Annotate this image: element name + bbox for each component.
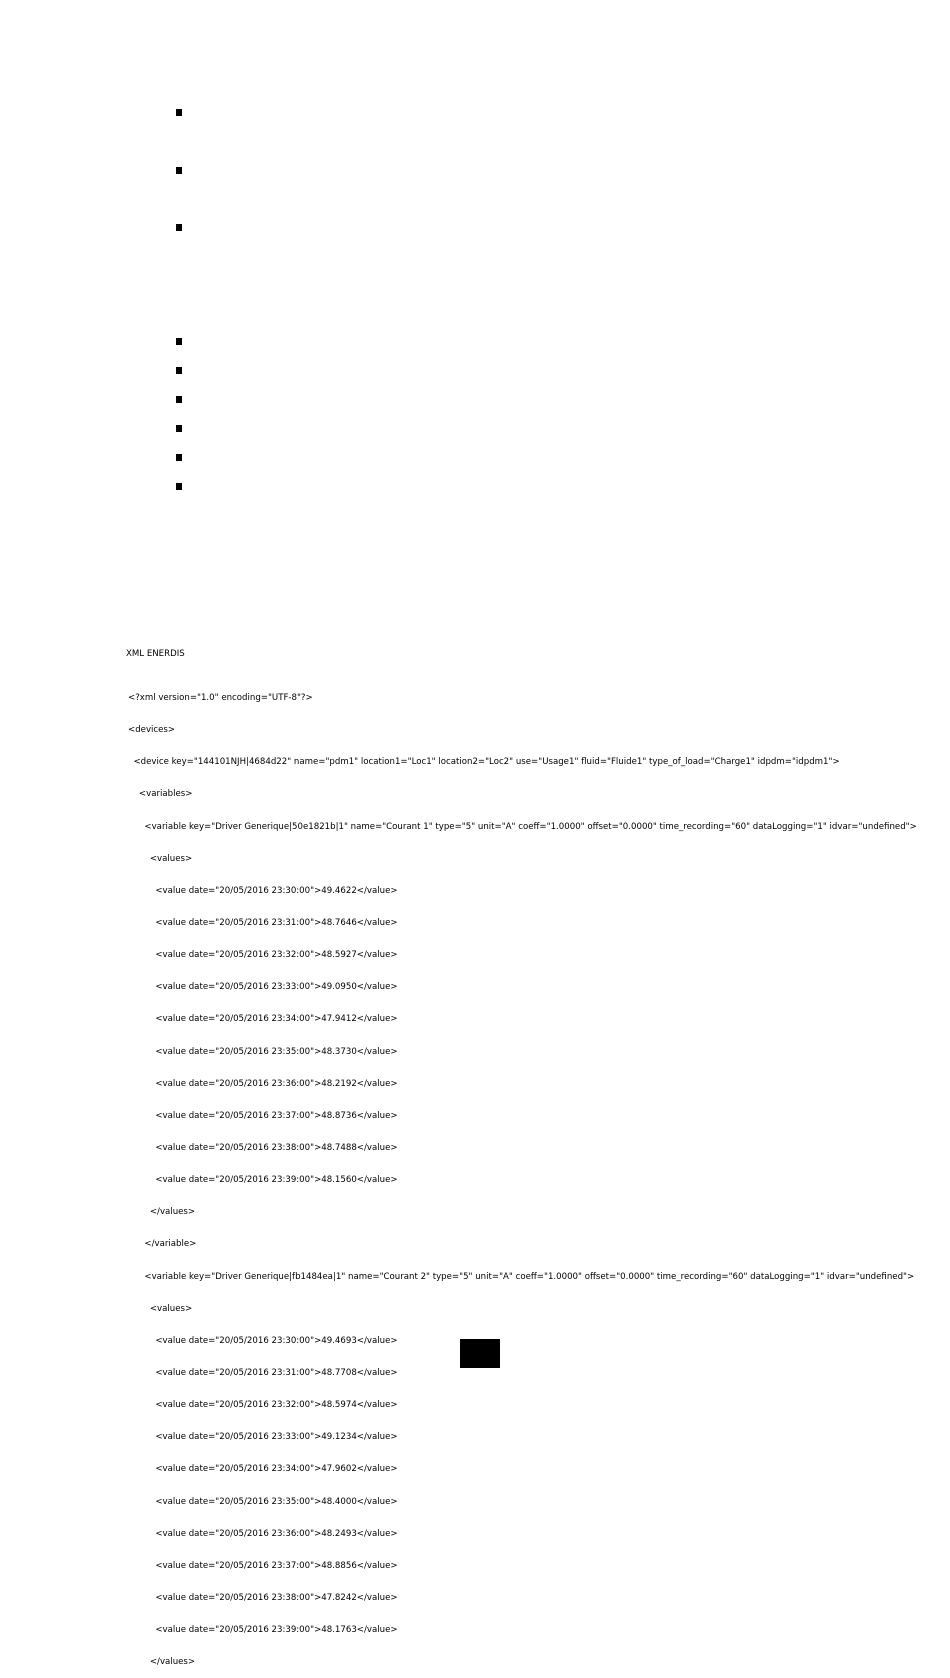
code-line: <value date="20/05/2016 23:30:00">49.4693</value> xyxy=(128,1335,398,1346)
code-line: <value date="20/05/2016 23:35:00">48.3730</value> xyxy=(128,1046,398,1057)
code-line: <device key="144101NJH|4684d22" name="pdm1" location1="Loc1" location2="Loc2" use="Usage1" fluid="Fluide1" type_of_load="Charge1" idpdm="idpdm1"> xyxy=(128,757,840,768)
code-line: <value date="20/05/2016 23:32:00">48.5927</value> xyxy=(128,950,398,961)
code-line: <value date="20/05/2016 23:31:00">48.7646</value> xyxy=(128,917,398,928)
code-line: <value date="20/05/2016 23:36:00">48.2192</value> xyxy=(128,1078,398,1089)
code-line: <value date="20/05/2016 23:38:00">47.8242</value> xyxy=(128,1592,398,1603)
code-line: <values> xyxy=(128,853,193,864)
code-line: <value date="20/05/2016 23:34:00">47.9412</value> xyxy=(128,1014,398,1025)
code-line: <value date="20/05/2016 23:33:00">49.0950</value> xyxy=(128,982,398,993)
code-line: <value date="20/05/2016 23:37:00">48.8856</value> xyxy=(128,1560,398,1571)
code-line: <value date="20/05/2016 23:35:00">48.4000</value> xyxy=(128,1496,398,1507)
code-line: </variable> xyxy=(128,1239,197,1250)
xml-code-block xyxy=(128,672,917,1678)
code-line: <value date="20/05/2016 23:31:00">48.7708</value> xyxy=(128,1367,398,1378)
code-line: <value date="20/05/2016 23:34:00">47.9602</value> xyxy=(128,1464,398,1475)
xml-section-title: XML ENERDIS xyxy=(126,649,185,659)
bullet-marker xyxy=(176,454,182,461)
code-line: <value date="20/05/2016 23:33:00">49.1234</value> xyxy=(128,1432,398,1443)
code-line: <value date="20/05/2016 23:37:00">48.8736</value> xyxy=(128,1110,398,1121)
code-line: <devices> xyxy=(128,725,176,736)
code-line: </values> xyxy=(128,1657,196,1668)
code-line: <value date="20/05/2016 23:38:00">48.7488</value> xyxy=(128,1142,398,1153)
bullet-marker xyxy=(176,483,182,490)
code-line: <value date="20/05/2016 23:39:00">48.1560</value> xyxy=(128,1175,398,1186)
code-line: <?xml version="1.0" encoding="UTF-8"?> xyxy=(128,693,313,703)
code-line: <value date="20/05/2016 23:36:00">48.2493</value> xyxy=(128,1528,398,1539)
code-line: <variables> xyxy=(128,789,193,800)
bullet-marker xyxy=(176,109,182,116)
bullet-marker xyxy=(176,425,182,432)
bullet-marker xyxy=(176,367,182,374)
code-line: <variable key="Driver Generique|50e1821b|1" name="Courant 1" type="5" unit="A" coeff="1.0000" offset="0.0000" time_recording="60" dataLogging="1" idvar="undefined"> xyxy=(128,821,917,832)
bullet-marker xyxy=(176,167,182,174)
code-line: <values> xyxy=(128,1303,193,1314)
bullet-marker xyxy=(176,224,182,231)
bullet-marker xyxy=(176,396,182,403)
bullet-marker xyxy=(176,338,182,345)
code-line: <variable key="Driver Generique|fb1484ea|1" name="Courant 2" type="5" unit="A" coeff="1.0000" offset="0.0000" time_recording="60" dataLogging="1" idvar="undefined"> xyxy=(128,1271,915,1282)
page-number-box xyxy=(460,1339,500,1368)
code-line: <value date="20/05/2016 23:32:00">48.5974</value> xyxy=(128,1400,398,1411)
code-line: </values> xyxy=(128,1207,196,1218)
code-line: <value date="20/05/2016 23:39:00">48.1763</value> xyxy=(128,1625,398,1636)
code-line: <value date="20/05/2016 23:30:00">49.4622</value> xyxy=(128,885,398,896)
